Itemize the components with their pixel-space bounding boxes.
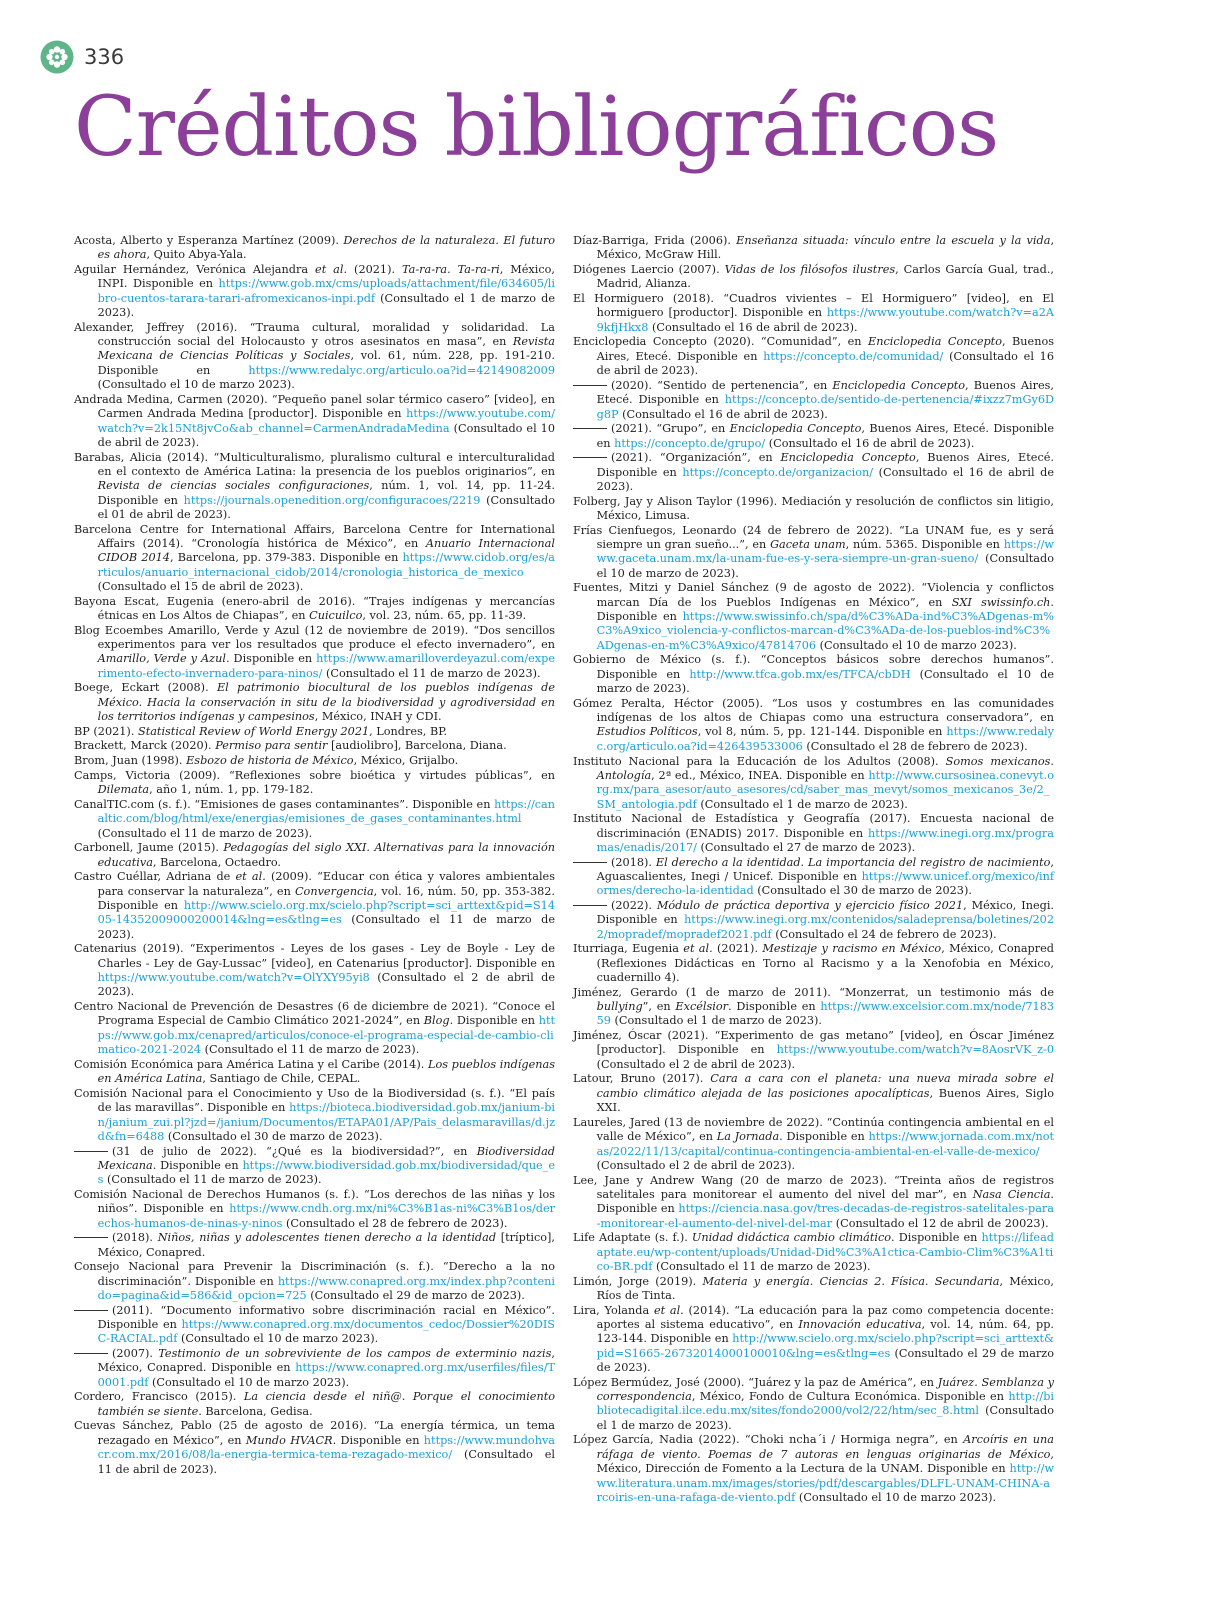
bibliography-entry — [573, 1231, 1054, 1274]
entry-text: (Consultado el 16 de abril de 2023). — [765, 436, 975, 450]
entry-text: (Consultado el 16 de abril de 2023). — [648, 320, 858, 334]
bibliography-entry — [573, 856, 1054, 899]
entry-text: Castro Cuéllar, Adriana de — [74, 870, 236, 884]
bibliography-entry — [573, 653, 1054, 696]
entry-url-link[interactable]: https://www.redalyc.org/articulo.oa?id=426439533006 — [596, 725, 1055, 753]
bibliography-entry — [74, 1000, 555, 1057]
entry-text: Comisión Nacional para el Conocimiento y Uso de la Biodiversidad (s. f.). “El país de las maravillas”. Disponible en — [74, 1086, 555, 1115]
entry-text: Lee, Jane y Andrew Wang (20 de marzo de 2023). “Treinta años de registros satelitales para monitorear el aumento del nivel del mar”, en — [573, 1173, 1054, 1201]
entry-text: , Quito Abya-Yala. — [146, 248, 247, 262]
bibliography-entry — [74, 1231, 555, 1260]
page-number: 336 — [84, 45, 125, 69]
entry-italic-title: Amarillo, Verde y Azul — [97, 652, 226, 666]
entry-text: ”, en — [642, 1000, 676, 1014]
bibliography-entry — [74, 393, 555, 450]
entry-text: López García, Nadia (2022). “Choki ncha´i / Hormiga negra”, en — [573, 1433, 964, 1447]
bibliography-entry — [573, 697, 1054, 754]
entry-text: (31 de julio de 2022). “¿Qué es la biodiversidad?”, en — [112, 1144, 477, 1158]
entry-italic-title: Somos mexicanos. Antología — [596, 754, 1054, 782]
entry-italic-title: SXI swissinfo.ch — [951, 595, 1051, 609]
entry-url-link[interactable]: https://www.redalyc.org/articulo.oa?id=42149082009 — [248, 363, 555, 377]
entry-text: Limón, Jorge (2019). — [573, 1274, 703, 1288]
entry-text: (2021). — [347, 263, 403, 277]
repeat-author-dash — [573, 905, 607, 906]
entry-italic-title: et al. — [235, 870, 266, 884]
entry-italic-title: Testimonio de un sobreviviente de los campos de exterminio nazis — [158, 1347, 552, 1361]
entry-text: (Consultado el 12 de abril de 20023). — [832, 1216, 1049, 1230]
entry-url-link[interactable]: https://concepto.de/sentido-de-pertenencia/#ixzz7mGy6Dg8P — [596, 393, 1054, 421]
entry-url-link[interactable]: https://www.cndh.org.mx/ni%C3%B1as-ni%C3%B1os/derechos-humanos-de-ninas-y-ninos — [97, 1202, 555, 1230]
entry-italic-title: Enseñanza situada: vínculo entre la escuela y la vida — [736, 234, 1051, 247]
entry-text: , México, Grijalbo. — [353, 754, 459, 768]
entry-text: , Buenos Aires, Etecé. Disponible en — [596, 335, 1054, 363]
entry-text: Comisión Económica para América Latina y el Caribe (2014). — [74, 1057, 428, 1071]
entry-text: Camps, Victoria (2009). “Reflexiones sobre bioética y virtudes públicas”, en — [74, 768, 555, 782]
entry-url-link[interactable]: https://concepto.de/grupo/ — [614, 436, 766, 450]
entry-text: Consejo Nacional para Prevenir la Discriminación (s. f.). “Derecho a la no discriminación”. Disponible en — [74, 1260, 555, 1288]
entry-text: (Consultado el 30 de marzo de 2023). — [164, 1129, 383, 1143]
entry-text: Laureles, Jared (13 de noviembre de 2022). “Continúa contingencia ambiental en el valle de México”, en — [573, 1115, 1054, 1144]
bibliography-entry — [74, 1145, 555, 1188]
entry-text: López Bermúdez, José (2000). “Juárez y la paz de América”, en — [573, 1375, 938, 1389]
entry-text: , México, INAH y CDI. — [314, 710, 442, 724]
entry-text: . Disponible en — [596, 1187, 1054, 1216]
bibliography-entry — [573, 1275, 1054, 1304]
entry-text: , Londres, BP. — [369, 724, 448, 738]
entry-italic-title: Vidas de los filósofos ilustres — [724, 263, 896, 277]
entry-text: . Disponible en — [728, 1000, 821, 1014]
entry-italic-title: El derecho a la identidad. La importancia del registro de nacimiento — [655, 855, 1051, 869]
entry-text: . Disponible en — [596, 595, 1054, 624]
bibliography-entry — [74, 798, 555, 841]
entry-text: . Disponible en — [332, 1433, 424, 1447]
bibliography-entry — [573, 379, 1054, 422]
bibliography-entry — [573, 1116, 1054, 1173]
bibliography-entry — [573, 942, 1054, 985]
entry-text: , vol 8, núm. 5, pp. 121-144. Disponible en — [697, 725, 947, 739]
entry-text: Boege, Eckart (2008). — [74, 681, 217, 695]
entry-text: (Consultado el 16 de abril de 2023). — [596, 349, 1054, 378]
entry-url-link[interactable]: https://www.mundohvacr.com.mx/2016/08/la-energia-termica-tema-rezagado-mexico/ — [97, 1433, 556, 1462]
repeat-author-dash — [74, 1353, 108, 1354]
entry-italic-title: Excélsior — [675, 1000, 729, 1014]
bibliography-entry — [573, 495, 1054, 524]
entry-italic-title: Anuario Internacional CIDOB 2014 — [97, 536, 555, 565]
bibliography-entry — [573, 1433, 1054, 1505]
entry-url-link[interactable]: https://www.amarilloverdeyazul.com/experimento-efecto-invernadero-para-ninos/ — [97, 652, 555, 680]
entry-url-link[interactable]: https://canaltic.com/blog/html/exe/energias/emisiones_de_gases_contaminantes.html — [97, 797, 555, 826]
entry-text: (Consultado el 1 de marzo de 2023). — [97, 291, 555, 320]
flower-icon — [40, 40, 74, 74]
entry-text: (2022). — [611, 898, 657, 912]
entry-text: Blog Ecoembes Amarillo, Verde y Azul (12 de noviembre de 2019). “Dos sencillos experimentos para ver los resultados que produce el efecto invernadero”, en — [74, 623, 555, 652]
bibliography-entry — [74, 841, 555, 870]
entry-url-link[interactable]: http://bibliotecadigital.ilce.edu.mx/sites/fondo2000/vol2/22/htm/sec_8.html — [596, 1390, 1054, 1418]
entry-text: (2011). “Documento informativo sobre discriminación racial en México”. Disponible en — [97, 1303, 555, 1332]
entry-url-link[interactable]: https://www.excelsior.com.mx/node/718359 — [596, 1000, 1055, 1028]
entry-italic-title: Enciclopedia Concepto — [729, 422, 862, 436]
bibliography-entry — [573, 755, 1054, 812]
entry-text: (Consultado el 30 de marzo de 2023). — [753, 884, 972, 898]
entry-text: , México, Dirección de Fomento a la Lectura de la UNAM. Disponible en — [596, 1447, 1054, 1476]
entry-text: Andrada Medina, Carmen (2020). “Pequeño panel solar térmico casero” [video], en Carmen Andrada Medina [productor]. Disponible en — [74, 392, 555, 421]
entry-text: CanalTIC.com (s. f.). “Emisiones de gases contaminantes”. Disponible en — [74, 797, 495, 811]
bibliography-entry — [74, 234, 555, 263]
bibliography-entry — [573, 234, 1054, 263]
entry-text: , Carlos García Gual, trad., Madrid, Alianza. — [596, 263, 1054, 291]
bibliography-entry — [573, 335, 1054, 378]
bibliography-entry — [74, 754, 555, 768]
entry-text: (Consultado el 11 de marzo de 2023). — [322, 666, 541, 680]
entry-text: (Consultado el 10 de marzo de 2023). — [596, 552, 1054, 580]
entry-text: , México, Inegi. Disponible en — [596, 898, 1054, 927]
bibliography-entry — [74, 1260, 555, 1303]
entry-italic-title: Mundo HVACR — [245, 1433, 333, 1447]
entry-text: (Consultado el 11 de abril de 2023). — [97, 1448, 555, 1476]
entry-url-link[interactable]: https://www.jornada.com.mx/notas/2022/11/13/capital/continua-contingencia-ambiental-en-el-valle-de-mexico/ — [596, 1130, 1054, 1158]
entry-italic-title: Revista de ciencias sociales configuraciones — [97, 479, 370, 493]
entry-text: . Disponible en — [779, 1130, 869, 1144]
entry-text: (2007). — [112, 1347, 159, 1361]
entry-italic-title: Permiso para sentir — [215, 739, 328, 753]
entry-italic-title: Cara a cara con el planeta: una nueva mirada sobre el cambio climático alejada de las posiciones apocalípticas — [596, 1072, 1055, 1100]
entry-url-link[interactable]: https://www.biodiversidad.gob.mx/biodiversidad/que_es — [97, 1158, 555, 1187]
entry-url-link[interactable]: https://www.inegi.org.mx/contenidos/saladeprensa/boletines/2022/mopradef/mopradef2021.pdf — [596, 913, 1054, 941]
repeat-author-dash — [74, 1151, 108, 1152]
entry-text: (Consultado el 1 de marzo de 2023). — [610, 1014, 823, 1028]
repeat-author-dash — [74, 1310, 108, 1311]
entry-text: Catenarius (2019). “Experimentos - Leyes de los gases - Ley de Boyle - Ley de Charles - Ley de Gay-Lussac” [video], en Catenarius [productor]. Disponible en — [74, 942, 555, 970]
entry-text: Cuevas Sánchez, Pablo (25 de agosto de 2016). “La energía térmica, un tema rezagado en México”, en — [74, 1419, 555, 1447]
entry-italic-title: et al. — [683, 942, 713, 956]
entry-text: Folberg, Jay y Alison Taylor (1996). Mediación y resolución de conflictos sin litigio, México, Limusa. — [573, 494, 1054, 522]
entry-url-link[interactable]: https://www.gob.mx/cenapred/articulos/conoce-el-programa-especial-de-cambio-climatico-2021-2024 — [97, 1014, 556, 1057]
entry-italic-title: Mestizaje y racismo en México — [762, 942, 942, 956]
entry-text: (2014). “La educación para la paz como competencia docente: aportes al sistema educativo”, en — [596, 1303, 1054, 1332]
entry-italic-title: Pedagogías del siglo XXI. Alternativas para la innovación educativa — [97, 841, 556, 869]
entry-url-link[interactable]: https://www.conapred.org.mx/index.php?contenido=pagina&id=586&id_opcion=725 — [97, 1274, 555, 1302]
entry-text: (Consultado el 01 de abril de 2023). — [97, 493, 555, 521]
entry-text: , México, Conapred. Disponible en — [97, 1347, 555, 1375]
bibliography-entry — [573, 1376, 1054, 1433]
entry-text: , Buenos Aires, Etecé. Disponible en — [596, 451, 1054, 479]
entry-text: , Barcelona, Octaedro. — [152, 855, 282, 869]
entry-italic-title: Biodiversidad Mexicana — [97, 1144, 555, 1172]
entry-text: (Consultado el 24 de febrero de 2023). — [771, 927, 997, 941]
entry-url-link[interactable]: https://concepto.de/comunidad/ — [763, 349, 944, 363]
entry-text: BP (2021). — [74, 724, 138, 738]
entry-italic-title: Los pueblos indígenas en América Latina — [97, 1057, 555, 1086]
entry-italic-title: Enciclopedia Concepto — [832, 378, 966, 392]
entry-text: Díaz-Barriga, Frida (2006). — [573, 234, 737, 247]
entry-italic-title: Estudios Políticos — [596, 725, 698, 739]
bibliography-entry — [74, 870, 555, 942]
entry-italic-title: Juárez. Semblanza y correspondencia — [596, 1375, 1054, 1404]
entry-text: . Disponible en — [152, 1158, 243, 1172]
entry-text: , año 1, núm. 1, pp. 179-182. — [149, 783, 314, 797]
entry-text: , Buenos Aires, Etecé. Disponible en — [596, 422, 1055, 450]
entry-text: Brom, Juan (1998). — [74, 754, 187, 768]
bibliography-entry — [74, 942, 555, 999]
entry-text: (Consultado el 28 de febrero de 2023). — [282, 1216, 508, 1230]
bibliography-entry — [573, 524, 1054, 581]
entry-text: (Consultado el 28 de febrero de 2023). — [802, 739, 1028, 753]
entry-url-link[interactable]: https://www.conapred.org.mx/documentos_cedoc/Dossier%20DISC-RACIAL.pdf — [97, 1318, 555, 1346]
entry-text: (Consultado el 11 de marzo de 2023). — [652, 1259, 871, 1273]
bibliography-entry — [74, 1188, 555, 1231]
repeat-author-dash — [74, 1237, 108, 1238]
entry-text: (Consultado el 27 de marzo de 2023). — [696, 840, 916, 854]
bibliography-entry — [573, 1029, 1054, 1072]
entry-text: Aguilar Hernández, Verónica Alejandra — [74, 263, 316, 277]
entry-text: Latour, Bruno (2017). — [573, 1072, 711, 1086]
entry-text: . Disponible en — [225, 652, 317, 666]
entry-text: (Consultado el 2 de abril de 2023). — [596, 1057, 796, 1071]
entry-italic-title: Esbozo de historia de México — [186, 754, 354, 768]
bibliography-entry — [573, 581, 1054, 653]
entry-italic-title: Niños, niñas y adolescentes tienen derecho a la identidad — [157, 1231, 497, 1245]
entry-text: (Consultado el 15 de abril de 2023). — [97, 579, 304, 593]
entry-italic-title: Gaceta unam — [770, 537, 846, 551]
entry-text: Alexander, Jeffrey (2016). “Trauma cultural, moralidad y solidaridad. La construcción social del Holocausto y otros asesinatos en masa”, en — [74, 320, 555, 349]
entry-text: (Consultado el 10 de marzo 2023). — [148, 1375, 350, 1389]
entry-text: Barabas, Alicia (2014). “Multiculturalismo, pluralismo cultural e interculturalidad en el contexto de América Latina: la presencia de los pueblos originarios”, en — [74, 450, 555, 478]
entry-text: , 2ª ed., México, INEA. Disponible en — [651, 768, 869, 782]
entry-url-link[interactable]: https://www.gaceta.unam.mx/la-unam-fue-es-y-sera-siempre-un-gran-sueno/ — [596, 537, 1055, 566]
entry-italic-title: Blog — [423, 1014, 450, 1028]
entry-text: Gómez Peralta, Héctor (2005). “Los usos y costumbres en las comunidades indígenas de los altos de Chiapas como una estructura conservadora”, en — [573, 696, 1054, 725]
bibliography-column-right — [573, 234, 1054, 1506]
entry-text: Fuentes, Mitzi y Daniel Sánchez (9 de agosto de 2022). “Violencia y conflictos marcan Día de los Pueblos Indígenas en México”, en — [573, 581, 1054, 609]
entry-url-link[interactable]: https://concepto.de/organizacion/ — [682, 465, 874, 479]
entry-text: (Consultado el 11 de marzo de 2023). — [97, 913, 555, 941]
entry-text: (2020). “Sentido de pertenencia”, en — [611, 378, 833, 392]
entry-italic-title: Cuicuilco — [309, 609, 363, 622]
entry-italic-title: et al. — [653, 1303, 684, 1317]
entry-italic-title: Materia y energía. Ciencias 2. Física. Secundaria — [702, 1274, 1000, 1288]
repeat-author-dash — [573, 457, 607, 458]
entry-italic-title: Statistical Review of World Energy 2021 — [137, 724, 370, 738]
page-title: Créditos bibliográficos — [74, 80, 999, 175]
entry-text: , núm. 1, vol. 14, pp. 11-24. Disponible en — [97, 479, 556, 507]
entry-italic-title: Nasa Ciencia — [972, 1187, 1051, 1201]
entry-text: El Hormiguero (2018). “Cuadros vivientes – El Hormiguero” [video], en El hormiguero [productor]. Disponible en — [573, 292, 1054, 320]
entry-italic-title: Enciclopedia Concepto — [868, 335, 1002, 349]
entry-text: (Consultado el 29 de marzo de 2023). — [306, 1289, 525, 1302]
entry-url-link[interactable]: https://www.youtube.com/watch?v=OlYXY95yi8 — [97, 971, 370, 985]
bibliography-entry — [573, 1304, 1054, 1376]
entry-text: (Consultado el 11 de marzo de 2023). — [103, 1173, 322, 1187]
entry-text: (Consultado el 10 de marzo 2023). — [816, 638, 1017, 652]
entry-url-link[interactable]: http://www.scielo.org.mx/scielo.php?script=sci_arttext&pid=S1405-14352009000200014&lng=es&tlng=es — [97, 898, 555, 927]
entry-text: Jiménez, Óscar (2021). “Experimento de gas metano” [video], en Óscar Jiménez [productor]. Disponible en — [573, 1029, 1054, 1057]
entry-text: , Barcelona, pp. 379-383. Disponible en — [169, 551, 403, 565]
page-header — [40, 40, 124, 74]
entry-italic-title: La Jornada — [716, 1130, 780, 1144]
repeat-author-dash — [573, 862, 607, 863]
entry-text: , Santiago de Chile, CEPAL. — [202, 1072, 361, 1086]
bibliography-entry — [74, 769, 555, 798]
entry-text: , México, McGraw Hill. — [596, 234, 1055, 262]
bibliography-entry — [573, 812, 1054, 855]
entry-text: (Consultado el 16 de abril de 2023). — [596, 465, 1054, 493]
entry-italic-title: Dilemata — [97, 783, 150, 797]
bibliography-entry — [74, 263, 555, 320]
entry-text: Barcelona Centre for International Affairs, Barcelona Centre for International Affairs (2014). “Cronología histórica de México”, en — [74, 522, 555, 550]
bibliography-entry — [74, 681, 555, 724]
entry-text: (Consultado el 2 de abril de 2023). — [97, 971, 555, 999]
entry-text: , vol. 16, núm. 50, pp. 353-382. Disponible en — [97, 884, 555, 912]
bibliography-entry — [74, 739, 555, 753]
entry-text: (2021). “Organización”, en — [611, 451, 781, 465]
repeat-author-dash — [573, 385, 607, 386]
entry-text: (Consultado el 1 de marzo de 2023). — [596, 1404, 1054, 1432]
entry-url-link[interactable]: https://www.swissinfo.ch/spa/d%C3%ADa-ind%C3%ADgenas-m%C3%A9xico_violencia-y-conflictos-marcan-d%C3%ADa-de-los-pueblos-ind%C3%ADgenas-en-m%C3%A9xico/47814706 — [596, 610, 1054, 652]
entry-text: (Consultado el 10 de abril de 2023). — [97, 421, 555, 449]
entry-text: (Consultado el 10 de marzo 2023). — [97, 378, 295, 392]
entry-text: (Consultado el 16 de abril de 2023). — [618, 407, 828, 421]
entry-text: Cordero, Francisco (2015). — [74, 1390, 244, 1404]
bibliography-column-left — [74, 234, 555, 1506]
entry-text: [audiolibro], Barcelona, Diana. — [327, 739, 507, 753]
entry-text: (Consultado el 11 de marzo de 2023). — [97, 826, 313, 840]
entry-text: , Buenos Aires, Siglo XXI. — [596, 1086, 1054, 1115]
entry-text: Gobierno de México (s. f.). “Conceptos básicos sobre derechos humanos”. Disponible en — [573, 653, 1054, 681]
entry-italic-title: La ciencia desde el niñ@. Porque el conocimiento también se siente — [97, 1390, 555, 1418]
entry-url-link[interactable]: https://www.cidob.org/es/articulos/anuario_internacional_cidob/2014/cronologia_historica_de_mexico — [97, 551, 555, 579]
repeat-author-dash — [573, 428, 607, 429]
bibliography-entry — [74, 725, 555, 739]
entry-text: . Disponible en — [891, 1231, 982, 1245]
entry-text: (2009). “Educar con ética y valores ambientales para conservar la naturaleza”, en — [97, 870, 555, 898]
entry-italic-title: Revista Mexicana de Ciencias Políticas y Sociales — [97, 335, 555, 363]
entry-text: (2018). — [611, 855, 656, 869]
bibliography-entry — [573, 292, 1054, 335]
entry-url-link[interactable]: https://bioteca.biodiversidad.gob.mx/janium-bin/janium_zui.pl?jzd=/janium/Documentos/ETAPA01/AP/Pais_delasmaravillas/d.jzd&fn=6488 — [97, 1101, 556, 1143]
entry-text: . Disponible en — [449, 1014, 539, 1028]
bibliography-entry — [573, 1072, 1054, 1115]
entry-url-link[interactable]: https://www.unicef.org/mexico/informes/derecho-la-identidad — [596, 869, 1054, 898]
entry-text: (Consultado el 2 de abril de 2023). — [596, 1158, 796, 1172]
bibliography-entry — [74, 1390, 555, 1419]
entry-text: (Consultado el 1 de marzo de 2023). — [696, 797, 908, 811]
entry-italic-title: Ta-ra-ra. Ta-ra-ri — [402, 263, 500, 277]
entry-text: Lira, Yolanda — [573, 1303, 654, 1317]
bibliography-entry — [74, 523, 555, 595]
entry-text: , núm. 5365. Disponible en — [845, 537, 1004, 551]
entry-text: [tríptico], México, Conapred. — [97, 1231, 555, 1259]
entry-url-link[interactable]: http://www.cursosinea.conevyt.org.mx/para_asesor/auto_asesores/cd/saber_mas_mevyt/somos_mexicanos_3e/2_SM_antologia.pdf — [596, 768, 1054, 811]
entry-url-link[interactable]: https://journals.openedition.org/configuracoes/2219 — [183, 493, 481, 507]
entry-text: (Consultado el 10 de marzo 2023). — [795, 1490, 997, 1504]
entry-url-link[interactable]: https://www.youtube.com/watch?v=2k15Nt8jvCo&ab_channel=CarmenAndradaMedina — [97, 407, 555, 435]
entry-text: Iturriaga, Eugenia — [573, 942, 684, 956]
entry-text: Comisión Nacional de Derechos Humanos (s. f.). “Los derechos de las niñas y los niños”. Disponible en — [74, 1187, 555, 1216]
entry-text: Bayona Escat, Eugenia (enero-abril de 2016). “Trajes indígenas y mercancías étnicas en Los Altos de Chiapas”, en — [74, 594, 555, 622]
entry-text: , México, Ríos de Tinta. — [596, 1274, 1054, 1302]
entry-italic-title: Módulo de práctica deportiva y ejercicio físico 2021 — [656, 898, 964, 912]
bibliography-columns — [74, 234, 1054, 1506]
entry-text: (Consultado el 10 de marzo 2023). — [177, 1332, 379, 1346]
bibliography-entry — [74, 595, 555, 624]
bibliography-entry — [74, 1087, 555, 1144]
entry-text: (2018). — [112, 1231, 158, 1245]
entry-text: Diógenes Laercio (2007). — [573, 263, 725, 277]
bibliography-entry — [573, 899, 1054, 942]
entry-italic-title: Arcoíris en una ráfaga de viento. Poemas de 7 autoras en lenguas originarias de México — [596, 1433, 1054, 1461]
entry-url-link[interactable]: http://www.literatura.unam.mx/images/stories/pdf/descargables/DLFL-UNAM-CHINA-arcoiris-en-una-rafaga-de-viento.pdf — [596, 1462, 1054, 1504]
entry-text: (Consultado el 29 de marzo de 2023). — [596, 1346, 1054, 1375]
entry-text: Carbonell, Jaume (2015). — [74, 841, 224, 855]
bibliography-entry — [573, 451, 1054, 494]
entry-text: (2021). — [712, 942, 763, 956]
entry-text: . Barcelona, Gedisa. — [198, 1404, 313, 1418]
entry-italic-title: bullying — [596, 1000, 643, 1014]
entry-text: Centro Nacional de Prevención de Desastres (6 de diciembre de 2021). “Conoce el Programa Especial de Cambio Climático 2021-2024”, en — [74, 1000, 555, 1028]
entry-text: , México, INPI. Disponible en — [97, 263, 556, 291]
bibliography-entry — [573, 422, 1054, 451]
entry-text: Life Adaptate (s. f.). — [573, 1231, 692, 1245]
entry-text: (Consultado el 10 de marzo de 2023). — [596, 667, 1054, 696]
entry-url-link[interactable]: http://www.scielo.org.mx/scielo.php?script=sci_arttext&pid=S1665-26732014000100010&lng=es&tlng=es — [596, 1332, 1054, 1360]
entry-italic-title: Unidad didáctica cambio climático — [691, 1231, 892, 1245]
bibliography-entry — [74, 1058, 555, 1087]
entry-url-link[interactable]: https://www.conapred.org.mx/userfiles/files/T0001.pdf — [97, 1361, 555, 1389]
entry-url-link[interactable]: http://www.tfca.gob.mx/es/TFCA/cbDH — [689, 667, 911, 681]
entry-text: Frías Cienfuegos, Leonardo (24 de febrero de 2022). “La UNAM fue, es y será siempre un gran sueño...”, en — [573, 523, 1054, 551]
entry-text: Acosta, Alberto y Esperanza Martínez (2009). — [74, 234, 344, 247]
bibliography-entry — [573, 263, 1054, 292]
entry-italic-title: Enciclopedia Concepto — [780, 451, 916, 465]
entry-text: Enciclopedia Concepto (2020). “Comunidad”, en — [573, 335, 869, 349]
entry-italic-title: et al. — [315, 263, 348, 277]
entry-italic-title: Convergencia — [294, 884, 374, 898]
entry-italic-title: Innovación educativa — [798, 1318, 922, 1332]
entry-text: Instituto Nacional para la Educación de los Adultos (2008). — [573, 754, 946, 768]
entry-text: , México, Fondo de Cultura Económica. Disponible en — [691, 1390, 1009, 1404]
entry-text: , Aguascalientes, Inegi / Unicef. Disponible en — [596, 855, 1054, 883]
entry-text: , vol. 23, núm. 65, pp. 11-39. — [362, 609, 527, 622]
bibliography-entry — [74, 451, 555, 523]
bibliography-entry — [74, 321, 555, 393]
entry-text: Instituto Nacional de Estadística y Geografía (2017). Encuesta nacional de discriminación (ENADIS) 2017. Disponible en — [573, 812, 1054, 840]
entry-url-link[interactable]: https://ciencia.nasa.gov/tres-decadas-de-registros-satelitales-para-monitorear-el-aumento-del-nivel-del-mar — [596, 1202, 1055, 1230]
entry-url-link[interactable]: https://www.gob.mx/cms/uploads/attachment/file/634605/libro-cuentos-tarara-tarari-afromexicanos-inpi.pdf — [97, 277, 555, 305]
entry-italic-title: Derechos de la naturaleza. El futuro es ahora — [97, 234, 555, 262]
entry-italic-title: El patrimonio biocultural de los pueblos indígenas de México. Hacia la conservación in situ de la biodiversidad y agrodiversidad en los territorios indígenas y campesinos — [97, 681, 555, 724]
entry-text: , vol. 61, núm. 228, pp. 191-210. Disponible en — [97, 349, 556, 377]
bibliography-entry — [74, 1304, 555, 1347]
entry-url-link[interactable]: https://www.inegi.org.mx/programas/enadis/2017/ — [596, 826, 1054, 854]
bibliography-entry — [74, 1347, 555, 1390]
bibliography-entry — [573, 1174, 1054, 1231]
entry-text: , Buenos Aires, Etecé. Disponible en — [596, 378, 1054, 407]
entry-url-link[interactable]: https://lifeadaptate.eu/wp-content/uploads/Unidad-Did%C3%A1ctica-Cambio-Clim%C3%A1tico-BR.pdf — [596, 1231, 1054, 1273]
entry-text: Brackett, Marck (2020). — [74, 739, 216, 753]
entry-text: , vol. 14, núm. 64, pp. 123-144. Disponible en — [596, 1318, 1054, 1346]
entry-text: Jiménez, Gerardo (1 de marzo de 2011). “Monzerrat, un testimonio más de — [573, 985, 1054, 999]
entry-url-link[interactable]: https://www.youtube.com/watch?v=a2A9kfjHkx8 — [596, 306, 1054, 334]
entry-text: (2021). “Grupo”, en — [611, 422, 730, 436]
entry-text: , México, Conapred (Reflexiones Didácticas en Torno al Racismo y a la Xenofobia en México, cuadernillo 4). — [596, 942, 1054, 985]
bibliography-entry — [573, 986, 1054, 1029]
bibliography-entry — [74, 1419, 555, 1476]
entry-url-link[interactable]: https://www.youtube.com/watch?v=8AosrVK_z-0 — [776, 1043, 1054, 1057]
bibliography-entry — [74, 624, 555, 681]
entry-text: (Consultado el 11 de marzo de 2023). — [201, 1043, 420, 1057]
